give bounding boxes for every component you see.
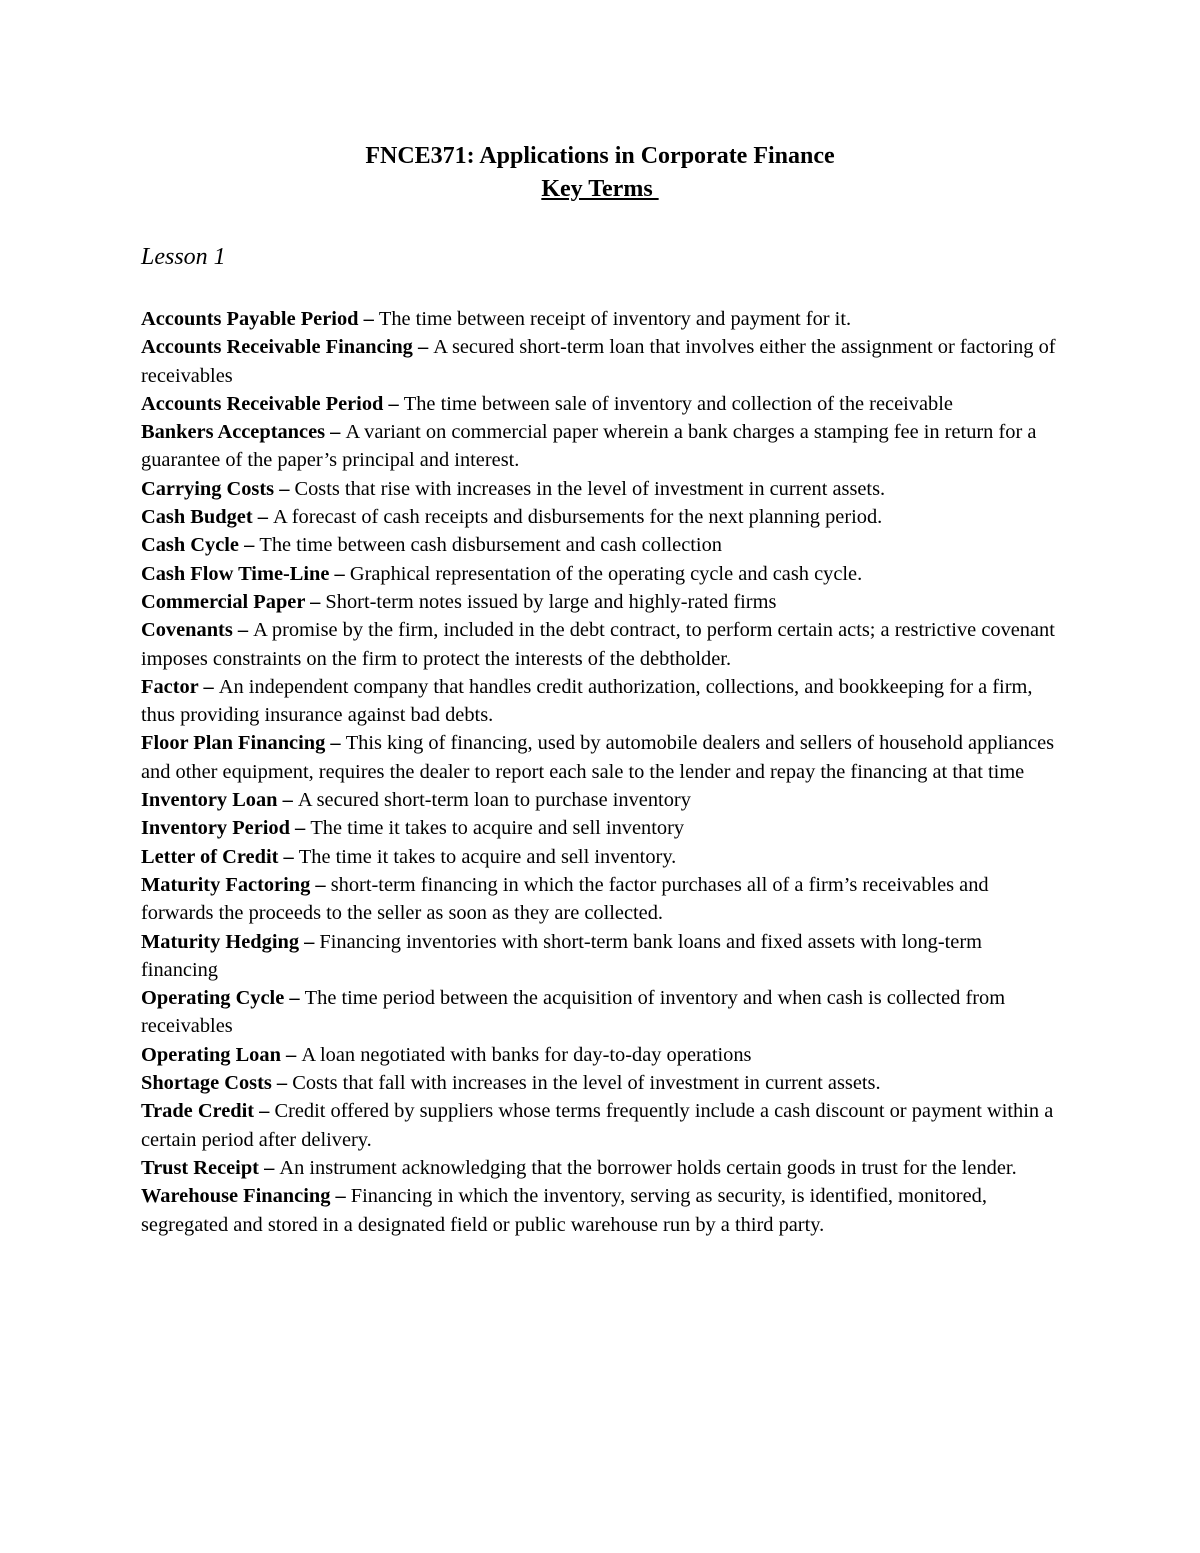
term-entry xyxy=(141,588,1061,616)
term-entry xyxy=(141,843,1061,871)
term-name: Trade Credit – xyxy=(141,1100,275,1123)
term-definition: Financing inventories with short-term bank loans and fixed assets with long-term financing xyxy=(141,930,982,981)
term-definition: The time between receipt of inventory and payment for it. xyxy=(378,308,852,330)
term-definition: The time between sale of inventory and collection of the receivable xyxy=(403,392,953,415)
term-name: Inventory Loan – xyxy=(141,789,298,812)
term-entry xyxy=(141,418,1061,475)
term-name: Commercial Paper – xyxy=(141,590,326,613)
term-name: Trust Receipt – xyxy=(141,1156,280,1179)
term-definition: Financing in which the inventory, serving as security, is identified, monitored, segregated and stored in a designated field or public warehouse run by a third party. xyxy=(141,1185,987,1236)
term-definition: The time it takes to acquire and sell inventory. xyxy=(298,845,677,868)
term-name: Cash Budget – xyxy=(141,506,274,529)
term-name: Inventory Period – xyxy=(141,817,311,840)
term-entry xyxy=(141,560,1061,588)
document-subtitle: Key Terms xyxy=(541,176,659,202)
term-entry xyxy=(141,1154,1061,1182)
term-definition: The time between cash disbursement and cash collection xyxy=(259,534,722,557)
term-name: Maturity Factoring – xyxy=(141,873,331,896)
term-definition: A variant on commercial paper wherein a bank charges a stamping fee in return for a guarantee of the paper’s principal and interest. xyxy=(141,421,1037,472)
term-definition: The time period between the acquisition of inventory and when cash is collected from receivables xyxy=(141,987,1006,1038)
term-definition: Graphical representation of the operating cycle and cash cycle. xyxy=(349,562,863,585)
term-name: Cash Cycle – xyxy=(141,534,260,557)
term-name: Factor – xyxy=(141,675,219,698)
term-definition: An independent company that handles credit authorization, collections, and bookkeeping for a firm, thus providing insurance against bad debts. xyxy=(141,675,1033,727)
term-definition: The time it takes to acquire and sell inventory xyxy=(310,817,685,840)
term-entry xyxy=(141,305,1061,333)
term-entry xyxy=(141,1041,1061,1069)
term-definition: A promise by the firm, included in the debt contract, to perform certain acts; a restrictive covenant imposes constraints on the firm to protect the interests of the debtholder. xyxy=(141,619,1055,670)
term-definition: An instrument acknowledging that the borrower holds certain goods in trust for the lender. xyxy=(279,1156,1017,1179)
term-name: Operating Loan – xyxy=(141,1043,302,1066)
term-name: Bankers Acceptances – xyxy=(141,421,346,444)
term-entry xyxy=(141,786,1061,814)
term-name: Covenants – xyxy=(141,619,254,642)
term-entry xyxy=(141,871,1061,928)
term-entry xyxy=(141,616,1061,673)
term-name: Letter of Credit – xyxy=(141,845,299,868)
term-definition: Short-term notes issued by large and highly-rated firms xyxy=(325,590,777,613)
term-name: Warehouse Financing – xyxy=(141,1185,351,1208)
term-name: Cash Flow Time-Line – xyxy=(141,562,350,585)
term-definition: A secured short-term loan that involves either the assignment or factoring of receivables xyxy=(141,336,1056,387)
lesson-heading: Lesson 1 xyxy=(141,244,226,270)
term-definition: short-term financing in which the factor purchases all of a firm’s receivables and forwards the proceeds to the seller as soon as they are collected. xyxy=(141,873,989,925)
term-definition: Credit offered by suppliers whose terms frequently include a cash discount or payment within a certain period after delivery. xyxy=(141,1100,1054,1151)
term-entry xyxy=(141,928,1061,985)
term-name: Operating Cycle – xyxy=(141,987,305,1010)
term-definition: Costs that rise with increases in the level of investment in current assets. xyxy=(294,477,886,500)
document-title: FNCE371: Applications in Corporate Finance xyxy=(365,143,835,169)
term-entry xyxy=(141,729,1061,786)
term-entry xyxy=(141,984,1061,1041)
term-name: Carrying Costs – xyxy=(141,477,295,500)
term-name: Maturity Hedging – xyxy=(141,930,320,953)
term-definition: A forecast of cash receipts and disbursements for the next planning period. xyxy=(273,506,883,529)
term-entry xyxy=(141,390,1061,418)
term-name: Shortage Costs – xyxy=(141,1072,293,1095)
term-entry xyxy=(141,1097,1061,1154)
term-name: Accounts Receivable Period – xyxy=(141,392,404,415)
title-block xyxy=(0,140,1200,206)
term-entry xyxy=(141,673,1061,730)
term-entry xyxy=(141,475,1061,503)
term-definition: This king of financing, used by automobile dealers and sellers of household appliances and other equipment, requires the dealer to report each sale to the lender and repay the financing at that time xyxy=(141,732,1055,783)
term-definition: A secured short-term loan to purchase inventory xyxy=(297,789,691,812)
term-name: Accounts Receivable Financing – xyxy=(141,336,434,359)
term-definition: A loan negotiated with banks for day-to-day operations xyxy=(301,1043,752,1066)
term-entry xyxy=(141,531,1061,559)
term-entry xyxy=(141,814,1061,842)
term-definition: Costs that fall with increases in the level of investment in current assets. xyxy=(292,1072,881,1095)
term-name: Accounts Payable Period – xyxy=(141,308,379,330)
term-entry xyxy=(141,1069,1061,1097)
term-entry xyxy=(141,333,1061,390)
term-entry xyxy=(141,1182,1061,1239)
terms-list xyxy=(141,305,1061,1239)
term-entry xyxy=(141,503,1061,531)
term-name: Floor Plan Financing – xyxy=(141,732,346,755)
